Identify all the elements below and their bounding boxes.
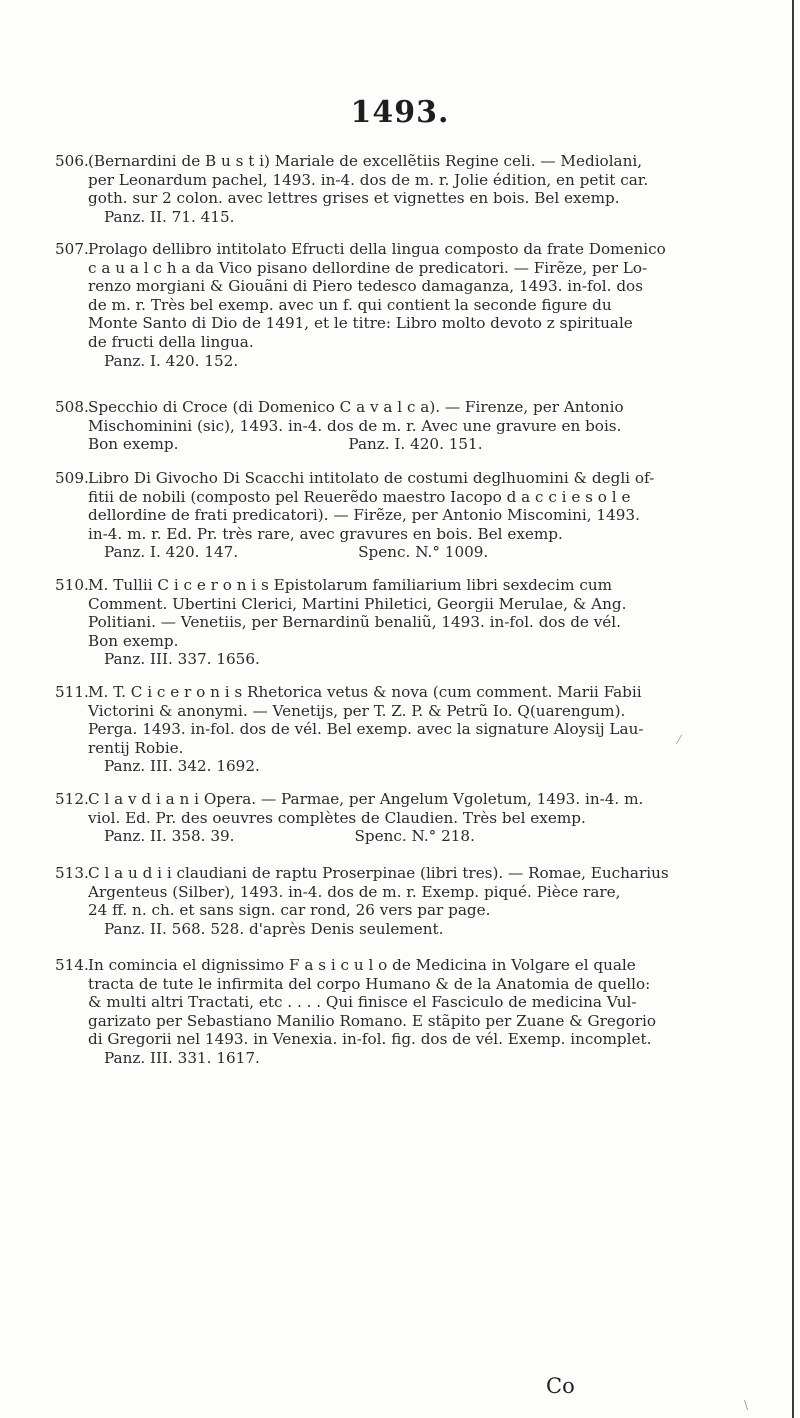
entry-reference: Panz. I. 420. 151.: [348, 435, 483, 454]
entry-line: Bon exemp.: [88, 631, 179, 650]
entry-line: M. Tullii C i c e r o n i s Epistolarum familiarium libri sexdecim cum: [88, 576, 613, 594]
entry-line: renzo morgiani & Giouãni di Piero tedesco damaganza, 1493. in-fol. dos: [88, 277, 643, 296]
entry-line: M. T. C i c e r o n i s Rhetorica vetus & nova (cum comment. Marii Fabii: [88, 683, 642, 701]
entry-reference: Panz. I. 420. 147.: [104, 543, 239, 562]
entry-line: dellordine de frati predicatori). — Firẽze, per Antonio Miscomini, 1493.: [88, 506, 640, 525]
entry-line: Prolago dellibro intitolato Efructi della lingua composto da frate Domenico: [88, 240, 666, 258]
entry-line: Politiani. — Venetiis, per Bernardinũ benaliũ, 1493. in-fol. dos de vél.: [88, 613, 621, 632]
entry-line: goth. sur 2 colon. avec lettres grises et vignettes en bois. Bel exemp.: [88, 189, 620, 208]
entry-reference: Panz. III. 342. 1692.: [104, 757, 260, 776]
entry-line: Comment. Ubertini Clerici, Martini Philetici, Georgii Merulae, & Ang.: [88, 594, 627, 613]
entry-line: 24 ff. n. ch. et sans sign. car rond, 26 vers par page.: [88, 901, 491, 920]
pencil-mark: ⁄: [678, 733, 681, 747]
catalogue-entry-512: [55, 790, 770, 846]
entry-line: garizato per Sebastiano Manilio Romano. E stãpito per Zuane & Gregorio: [88, 1011, 656, 1030]
entry-number: 508.: [55, 398, 89, 416]
catalogue-entry-508: [55, 398, 770, 454]
entry-number: 511.: [55, 683, 89, 701]
entry-number: 514.: [55, 956, 89, 974]
catalogue-entry-513: [55, 864, 770, 938]
entry-line: fitii de nobili (composto pel Reuerẽdo maestro Iacopo d a c c i e s o l e: [88, 487, 631, 506]
catalogue-entry-511: [55, 683, 770, 776]
entry-line: in-4. m. r. Ed. Pr. très rare, avec gravures en bois. Bel exemp.: [88, 524, 563, 543]
entry-reference: Panz. II. 71. 415.: [104, 207, 235, 226]
entry-line: de m. r. Très bel exemp. avec un f. qui contient la seconde figure du: [88, 295, 612, 314]
entry-line: Bon exemp.: [88, 435, 179, 454]
entry-line: & multi altri Tractati, etc . . . . Qui finisce el Fasciculo de medicina Vul-: [88, 993, 637, 1012]
entry-line: Mischominini (sic), 1493. in-4. dos de m. r. Avec une gravure en bois.: [88, 416, 622, 435]
entry-number: 512.: [55, 790, 89, 808]
entry-line: In comincia el dignissimo F a s i c u l o de Medicina in Volgare el quale: [88, 956, 636, 974]
entry-reference: Panz. III. 337. 1656.: [104, 650, 260, 669]
entry-line: Argenteus (Silber), 1493. in-4. dos de m. r. Exemp. piqué. Pièce rare,: [88, 882, 621, 901]
entry-number: 509.: [55, 469, 89, 487]
entry-line: Monte Santo di Dio de 1491, et le titre: Libro molto devoto z spirituale: [88, 314, 633, 333]
page-edge-line: [792, 0, 794, 1418]
entry-line: rentij Robie.: [88, 738, 184, 757]
entry-reference-spencer: Spenc. N.° 1009.: [358, 543, 489, 562]
entry-line: di Gregorii nel 1493. in Venexia. in-fol. fig. dos de vél. Exemp. incomplet.: [88, 1030, 652, 1049]
entry-number: 513.: [55, 864, 89, 882]
entry-line: Libro Di Givocho Di Scacchi intitolato de costumi deglhuomini & degli of-: [88, 469, 655, 487]
entry-line: C l a v d i a n i Opera. — Parmae, per Angelum Vgoletum, 1493. in-4. m.: [88, 790, 644, 808]
entry-number: 510.: [55, 576, 89, 594]
entry-line: tracta de tute le infirmita del corpo Humano & de la Anatomia de quello:: [88, 974, 651, 993]
entry-line: c a u a l c h a da Vico pisano dellordine de predicatori. — Firẽze, per Lo-: [88, 258, 648, 277]
entry-line: viol. Ed. Pr. des oeuvres complètes de Claudien. Très bel exemp.: [88, 808, 586, 827]
entry-reference: Panz. II. 358. 39.: [104, 827, 235, 846]
entry-reference: Panz. I. 420. 152.: [104, 351, 239, 370]
catchword: Co: [546, 1374, 575, 1398]
catalogue-entry-506: [55, 152, 770, 226]
entry-line: Specchio di Croce (di Domenico C a v a l c a). — Firenze, per Antonio: [88, 398, 624, 416]
catalogue-entry-507: [55, 240, 770, 370]
entry-line: per Leonardum pachel, 1493. in-4. dos de m. r. Jolie édition, en petit car.: [88, 170, 649, 189]
entry-line: Perga. 1493. in-fol. dos de vél. Bel exemp. avec la signature Aloysij Lau-: [88, 720, 644, 739]
pencil-mark: \: [744, 1398, 749, 1412]
page-year-header: 1493.: [350, 95, 450, 130]
entry-number: 507.: [55, 240, 89, 258]
entry-line: C l a u d i i claudiani de raptu Proserpinae (libri tres). — Romae, Eucharius: [88, 864, 669, 882]
entry-line: (Bernardini de B u s t i) Mariale de excellẽtiis Regine celi. — Mediolani,: [88, 152, 643, 170]
entry-number: 506.: [55, 152, 89, 170]
catalogue-entry-510: [55, 576, 770, 669]
catalogue-entry-509: [55, 469, 770, 562]
entry-reference: Panz. III. 331. 1617.: [104, 1048, 260, 1067]
entry-line: Victorini & anonymi. — Venetijs, per T. Z. P. & Petrũ Io. Q(uarengum).: [88, 701, 626, 720]
entry-reference: Panz. II. 568. 528. d'après Denis seulement.: [104, 919, 444, 938]
entry-line: de fructi della lingua.: [88, 332, 254, 351]
entry-reference-spencer: Spenc. N.° 218.: [354, 827, 475, 846]
catalogue-entry-514: [55, 956, 770, 1068]
